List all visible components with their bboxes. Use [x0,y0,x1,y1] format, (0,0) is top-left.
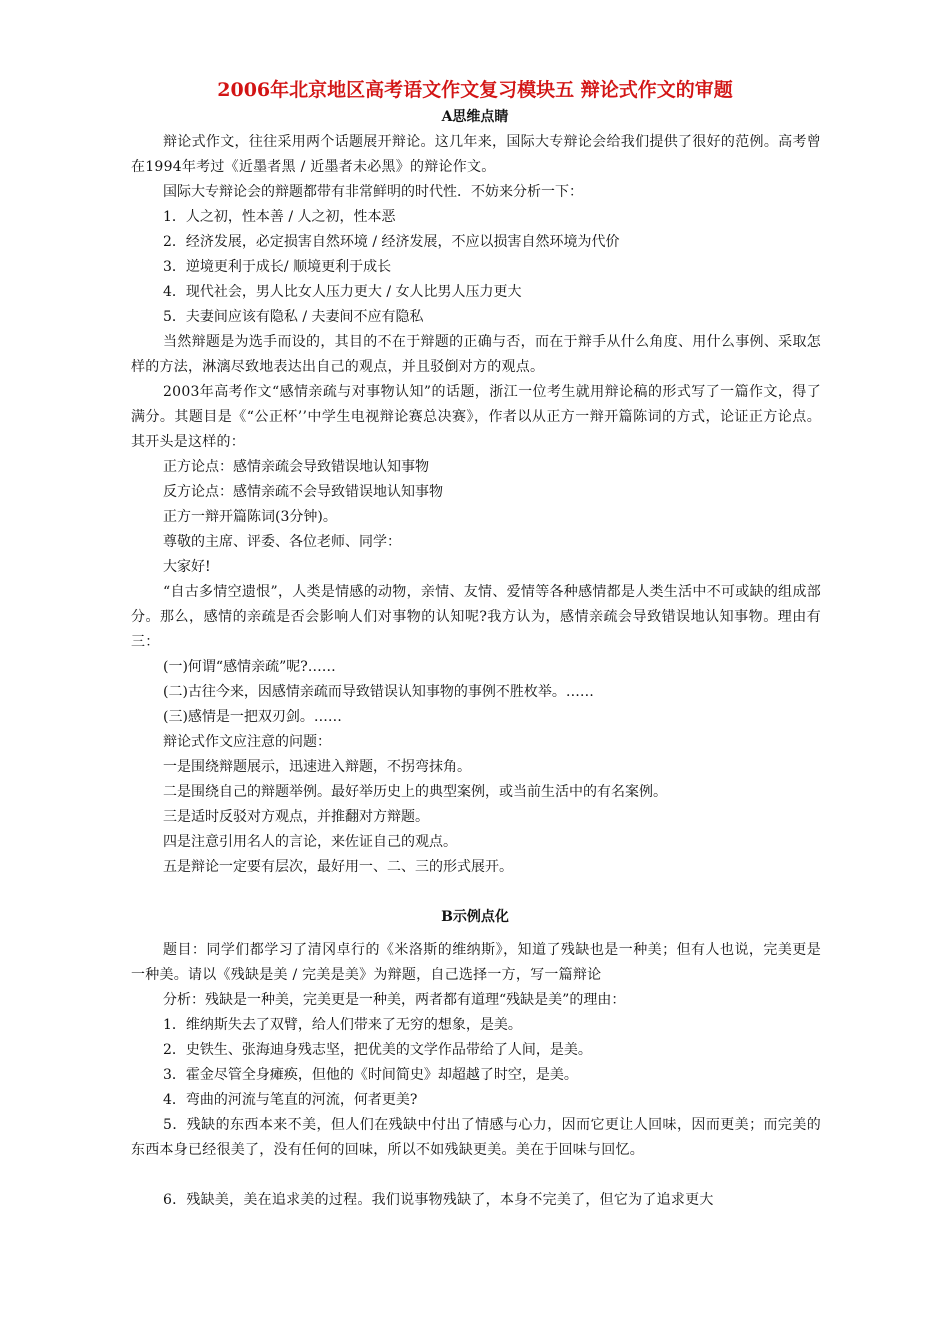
intro-paragraph: 辩论式作文，往往采用两个话题展开辩论。这几年来，国际大专辩论会给我们提供了很好的范例。高考曾在1994年考过《近墨者黑 / 近墨者未必黑》的辩论作文。 [131,134,821,175]
con-point: 反方论点：感情亲疏不会导致错误地认知事物 [163,484,443,500]
note-item: 二是围绕自己的辩题举例。最好举历史上的典型案例，或当前生活中的有名案例。 [163,784,667,800]
debate-topic-item: 3．逆境更利于成长/ 顺境更利于成长 [163,259,392,275]
analysis-line: 分析：残缺是一种美，完美更是一种美，两者都有道理“残缺是美”的理由： [163,992,626,1008]
question-paragraph: 题目：同学们都学习了清冈卓行的《米洛斯的维纳斯》，知道了残缺也是一种美；但有人也说，完美更是一种美。请以《残缺是美 / 完美是美》为辩题，自己选择一方，写一篇辩论 [131,942,821,983]
beauty-reason-item: 2．史铁生、张海迪身残志坚，把优美的文学作品带给了人间，是美。 [163,1042,592,1058]
greeting: 大家好! [163,559,211,575]
reason-item: (二)古往今来，因感情亲疏而导致错误认知事物的事例不胜枚举。…… [163,684,594,700]
debate-topic-item: 5．夫妻间应该有隐私 / 夫妻间不应有隐私 [163,309,424,325]
salutation: 尊敬的主席、评委、各位老师、同学： [163,534,401,550]
beauty-reason-6: 6．残缺美，美在追求美的过程。我们说事物残缺了，本身不完美了，但它为了追求更大 [163,1192,714,1208]
debate-topic-item: 4．现代社会，男人比女人压力更大 / 女人比男人压力更大 [163,284,522,300]
opening-statement-label: 正方一辩开篇陈词(3分钟)。 [163,509,337,525]
opening-statement-paragraph: “自古多情空遗恨”，人类是情感的动物，亲情、友情、爱情等各种感情都是人类生活中不可或缺的组成部分。那么，感情的亲疏是否会影响人们对事物的认知呢?我方认为，感情亲疏会导致错误地认知事物。理由有三： [131,584,821,650]
beauty-reason-item: 3．霍金尽管全身瘫痪，但他的《时间简史》却超越了时空，是美。 [163,1067,578,1083]
debate-topic-item: 1．人之初，性本善 / 人之初，性本恶 [163,209,396,225]
debate-topic-item: 2．经济发展，必定损害自然环境 / 经济发展，不应以损害自然环境为代价 [163,234,620,250]
note-item: 四是注意引用名人的言论，来佐证自己的观点。 [163,834,457,850]
note-item: 一是围绕辩题展示，迅速进入辩题，不拐弯抹角。 [163,759,471,775]
section-a-heading: A思维点睛 [441,109,509,125]
pro-point: 正方论点：感情亲疏会导致错误地认知事物 [163,459,429,475]
notes-title: 辩论式作文应注意的问题： [163,734,331,750]
note-item: 三是适时反驳对方观点，并推翻对方辩题。 [163,809,429,825]
debate-topics-intro: 国际大专辩论会的辩题都带有非常鲜明的时代性．不妨来分析一下： [163,184,583,200]
purpose-paragraph: 当然辩题是为选手而设的，其目的不在于辩题的正确与否，而在于辩手从什么角度、用什么事例、采取怎样的方法，淋漓尽致地表达出自己的观点，并且驳倒对方的观点。 [131,334,821,375]
reason-item: (一)何谓“感情亲疏”呢?…… [163,659,336,675]
example-paragraph: 2003年高考作文“感情亲疏与对事物认知”的话题，浙江一位考生就用辩论稿的形式写了一篇作文，得了满分。其题目是《“公正杯’’中学生电视辩论赛总决赛》，作者以从正方一辩开篇陈词的方式，论证正方论点。其开头是这样的： [131,384,821,450]
document-title: 2006年北京地区高考语文作文复习模块五 辩论式作文的审题 [217,79,733,101]
beauty-reason-item: 1．维纳斯失去了双臂，给人们带来了无穷的想象，是美。 [163,1017,522,1033]
beauty-reason-item: 4．弯曲的河流与笔直的河流，何者更美? [163,1092,418,1108]
section-b-heading: B示例点化 [441,909,509,925]
beauty-reason-5: 5．残缺的东西本来不美，但人们在残缺中付出了情感与心力，因而它更让人回味，因而更美；而完美的东西本身已经很美了，没有任何的回味，所以不如残缺更美。美在于回味与回忆。 [131,1117,821,1158]
reason-item: (三)感情是一把双刃剑。…… [163,709,342,725]
note-item: 五是辩论一定要有层次，最好用一、二、三的形式展开。 [163,859,513,875]
